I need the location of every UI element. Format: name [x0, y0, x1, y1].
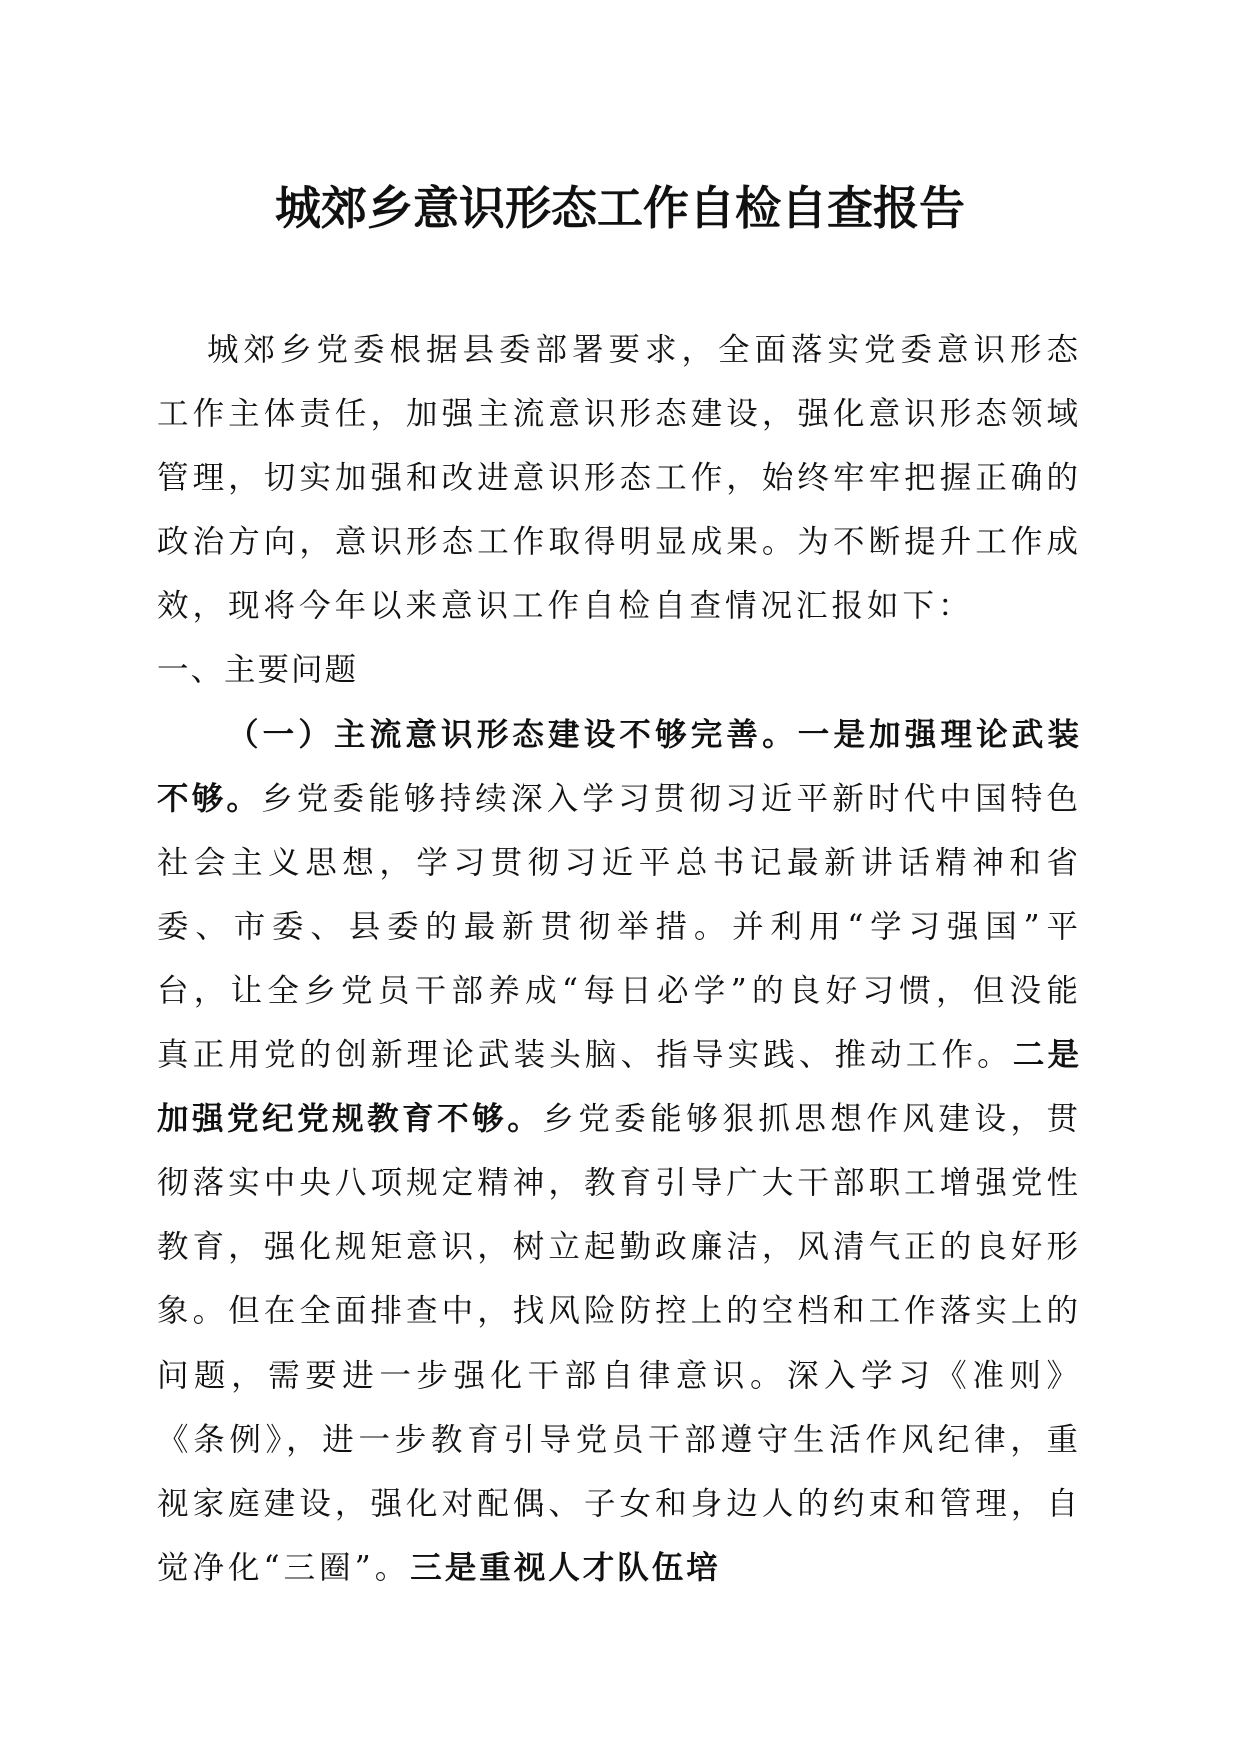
document-body — [157, 318, 1082, 1600]
subsection-heading: （一）主流意识形态建设不够完善。 — [227, 716, 798, 753]
section-heading: 一、主要问题 — [157, 652, 359, 689]
point1-lead: 一是加强理论武装不够。 — [157, 716, 1082, 817]
point1-text: 乡党委能够持续深入学习贯彻习近平新时代中国特色社会主义思想，学习贯彻习近平总书记最新讲话精神和省委、市委、县委的最新贯彻举措。并利用“学习强国”平台，让全乡党员干部养成“每日必学”的良好习惯，但没能真正用党的创新理论武装头脑、指导实践、推动工作。 — [157, 780, 1082, 1074]
document-title: 城郊乡意识形态工作自检自查报告 — [275, 181, 965, 235]
point3-lead: 三是重视人才队伍培 — [410, 1549, 721, 1586]
subsection-paragraph — [157, 703, 1082, 1600]
point2-lead: 二是加强党纪党规教育不够。 — [157, 1037, 1082, 1138]
intro-paragraph: 城郊乡党委根据县委部署要求，全面落实党委意识形态工作主体责任，加强主流意识形态建设，强化意识形态领域管理，切实加强和改进意识形态工作，始终牢牢把握正确的政治方向，意识形态工作取得明显成果。为不断提升工作成效，现将今年以来意识工作自检自查情况汇报如下： — [157, 332, 1082, 625]
point2-text: 乡党委能够狠抓思想作风建设，贯彻落实中央八项规定精神，教育引导广大干部职工增强党性教育，强化规矩意识，树立起勤政廉洁，风清气正的良好形象。但在全面排查中，找风险防控上的空档和工作落实上的问题，需要进一步强化干部自律意识。深入学习《准则》《条例》，进一步教育引导党员干部遵守生活作风纪律，重视家庭建设，强化对配偶、子女和身边人的约束和管理，自觉净化“三圈”。 — [157, 1101, 1082, 1586]
